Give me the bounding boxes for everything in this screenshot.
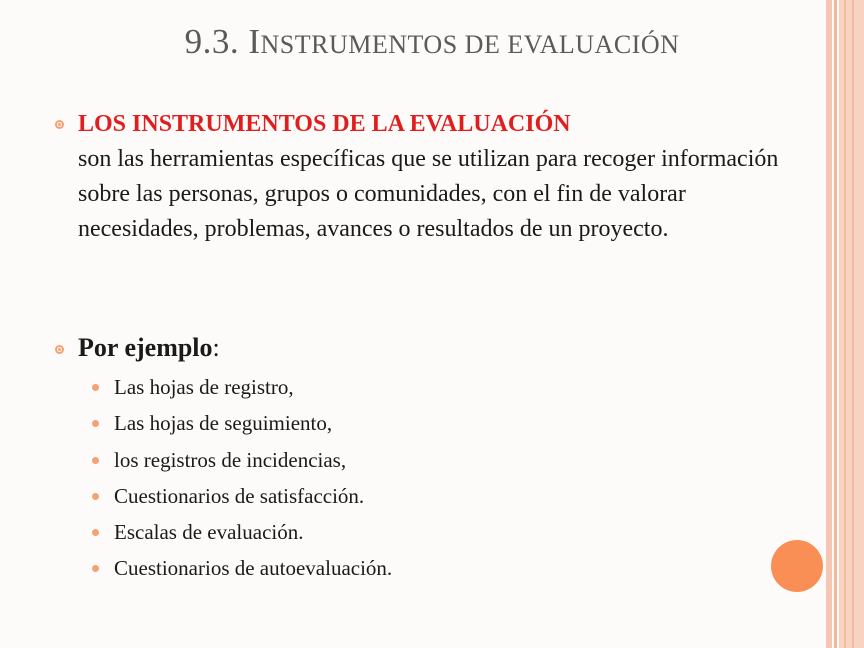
- bullet-dot-icon: [92, 565, 99, 572]
- examples-bullet: [78, 330, 798, 365]
- list-item-text: Las hojas de seguimiento,: [114, 411, 333, 436]
- list-item: [114, 550, 714, 586]
- slide-title: [0, 22, 864, 62]
- bullet-dot-icon: [92, 420, 99, 427]
- examples-suffix: :: [212, 333, 220, 362]
- title-number: 9.3.: [184, 22, 249, 61]
- decor-stripe: [852, 0, 854, 648]
- decor-stripe: [826, 0, 832, 648]
- examples-list: [114, 369, 714, 587]
- list-item-text: Cuestionarios de satisfacción.: [114, 483, 365, 508]
- bullet-dot-icon: [92, 457, 99, 464]
- examples-label: Por ejemplo: [78, 333, 213, 362]
- list-item: [114, 478, 714, 514]
- title-first-letter: I: [248, 22, 261, 61]
- definition-bullet: [78, 107, 798, 247]
- list-item-text: Las hojas de registro,: [114, 375, 294, 399]
- list-item: [114, 514, 714, 550]
- decor-stripe: [834, 0, 837, 648]
- list-item: [114, 369, 714, 405]
- list-item: [114, 442, 714, 478]
- title-rest: NSTRUMENTOS DE EVALUACIÓN: [260, 30, 680, 59]
- definition-text: son las herramientas específicas que se utilizan para recoger información sobre las personas, grupos o comunidades, con el fin de valorar necesidades, problemas, avances o resultados de un proyecto.: [78, 146, 779, 242]
- bullet-dot-icon: [92, 493, 99, 500]
- list-item: [114, 405, 714, 441]
- list-item-text: los registros de incidencias,: [114, 447, 347, 472]
- definition-highlight: LOS INSTRUMENTOS DE LA EVALUACIÓN: [78, 111, 571, 137]
- list-item-text: Cuestionarios de autoevaluación.: [114, 556, 393, 581]
- list-item-text: Escalas de evaluación.: [114, 520, 304, 545]
- bullet-dot-icon: [92, 384, 99, 391]
- bullet-dot-icon: [92, 529, 99, 536]
- decor-stripe: [844, 0, 846, 648]
- bullet-marker-icon: [55, 120, 64, 129]
- bullet-marker-icon: [55, 345, 64, 354]
- decor-circle: [771, 540, 823, 592]
